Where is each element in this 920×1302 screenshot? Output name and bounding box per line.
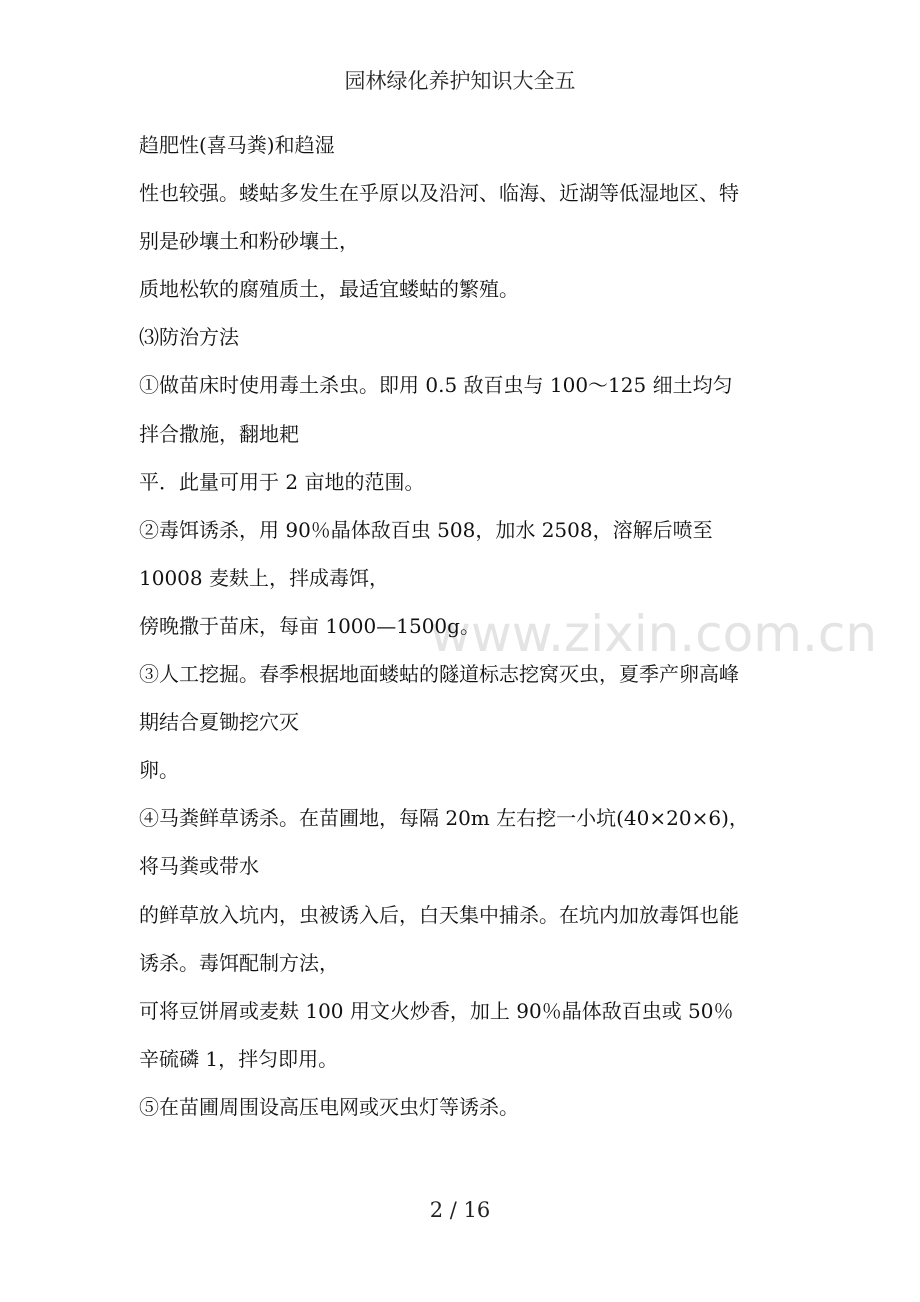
text-line: 可将豆饼屑或麦麸 100 用文火炒香，加上 90％晶体敌百虫或 50％ xyxy=(139,998,734,1023)
text-line: 傍晚撒于苗床，每亩 1000—1500g。 xyxy=(139,613,480,638)
text-line: ④马粪鲜草诱杀。在苗圃地，每隔 20m 左右挖一小坑(40×20×6)， xyxy=(139,806,749,831)
text-line: 辛硫磷 1，拌匀即用。 xyxy=(139,1046,339,1071)
text-line: ①做苗床时使用毒土杀虫。即用 0.5 敌百虫与 100～125 细土均匀 xyxy=(139,373,733,398)
page-header-title: 园林绿化养护知识大全五 xyxy=(344,69,576,93)
text-line: 平．此量可用于 2 亩地的范围。 xyxy=(139,469,425,494)
text-line: 趋肥性(喜马粪)和趋湿 xyxy=(139,133,335,157)
document-body xyxy=(139,121,799,1131)
text-line: ⑤在苗圃周围设高压电网或灭虫灯等诱杀。 xyxy=(139,1094,519,1119)
text-line: ③人工挖掘。春季根据地面蝼蛄的隧道标志挖窝灭虫，夏季产卵高峰 xyxy=(139,662,739,687)
text-line: 性也较强。蝼蛄多发生在乎原以及沿河、临海、近湖等低湿地区、特 xyxy=(139,181,739,206)
section-heading: ⑶防治方法 xyxy=(139,325,239,350)
text-line: 拌合撒施，翻地耙 xyxy=(139,421,299,446)
text-line: 诱杀。毒饵配制方法， xyxy=(139,950,339,975)
text-line: 卵。 xyxy=(139,758,179,783)
text-line: 别是砂壤土和粉砂壤土， xyxy=(139,229,359,254)
page-number: 2 / 16 xyxy=(429,1198,491,1222)
text-line: ②毒饵诱杀，用 90％晶体敌百虫 508，加水 2508，溶解后喷至 xyxy=(139,517,713,542)
text-line: 10008 麦麸上，拌成毒饵， xyxy=(139,565,389,590)
text-line: 的鲜草放入坑内，虫被诱入后，白天集中捕杀。在坑内加放毒饵也能 xyxy=(139,902,739,927)
watermark: www.zixin.com.cn xyxy=(430,605,878,663)
text-line: 质地松软的腐殖质土，最适宜蝼蛄的繁殖。 xyxy=(139,277,519,302)
text-line: 期结合夏锄挖穴灭 xyxy=(139,710,299,735)
text-line: 将马粪或带水 xyxy=(139,854,259,879)
